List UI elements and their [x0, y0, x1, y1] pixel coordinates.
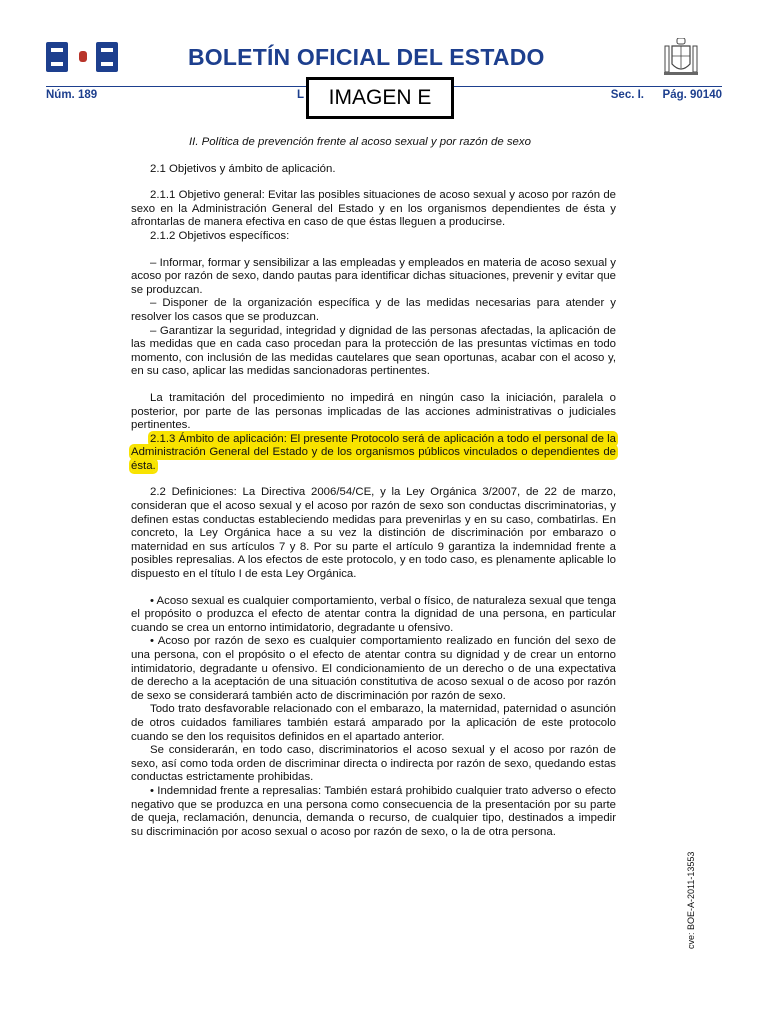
procedure-paragraph: La tramitación del procedimiento no impedirá en ningún caso la iniciación, paralela o posterior, por parte de las personas implicadas de las acciones administrativas o judiciales pertinentes. — [131, 391, 616, 432]
body-paragraph: Todo trato desfavorable relacionado con el embarazo, la maternidad, paternidad o asunción de otros cuidados familiares también estará amparado por la aplicación de este protocolo cuando se den los requisitos definidos en el apartado anterior. — [131, 703, 616, 743]
paragraph-2-1-3-highlighted — [131, 433, 616, 474]
paragraph-2-1-1: 2.1.1 Objetivo general: Evitar las posibles situaciones de acoso sexual y acoso por razón de sexo en la Administración General del Estado y en los organismos dependientes de ésta y afrontarlas de manera efectiva en caso de que éstas lleguen a producirse. — [131, 189, 616, 229]
boe-logo — [46, 42, 120, 72]
document-body — [131, 136, 616, 839]
issue-number: Núm. 189 — [46, 89, 98, 101]
highlight-mark: 2.1.3 Ámbito de aplicación: El presente Protocolo será de aplicación a todo el personal de la Administración General del Estado y de los organismos públicos vinculados o dependientes de ésta. — [131, 432, 616, 472]
objective-item: – Garantizar la seguridad, integridad y dignidad de las personas afectadas, la aplicación de las medidas que en cada caso procedan para la protección de las presuntas víctimas en todo momento, con inclusión de las medidas cautelares que sean oportunas, acabar con el acoso y, en su caso, aplicar las medidas sancionadoras pertinentes. — [131, 324, 616, 378]
image-label-overlay: IMAGEN E — [306, 77, 454, 119]
bulletin-title: BOLETÍN OFICIAL DEL ESTADO — [188, 44, 545, 70]
paragraph-2-1-2: 2.1.2 Objetivos específicos: — [150, 229, 290, 242]
header-date-fragment: L — [297, 89, 305, 101]
objective-item: – Informar, formar y sensibilizar a las empleadas y empleados en materia de acoso sexual y acoso por razón de sexo, dando pautas para identificar dichas situaciones, prevenir y evitar que se produzcan. — [131, 256, 616, 296]
page-number: Pág. 90140 — [662, 89, 722, 101]
subsection-2-1: 2.1 Objetivos y ámbito de aplicación. — [150, 162, 336, 175]
definition-item: • Indemnidad frente a represalias: También estará prohibido cualquier trato adverso o efecto negativo que se produzca en una persona como consecuencia de la presentación por su parte de queja, reclamación, denuncia, demanda o recurso, de cualquier tipo, destinados a impedir su discriminación por acoso sexual o acoso por razón de sexo, o la de otra persona. — [131, 784, 616, 838]
coat-of-arms-icon — [663, 38, 699, 78]
section-heading: II. Política de prevención frente al acoso sexual y por razón de sexo — [189, 136, 531, 148]
objective-item: – Disponer de la organización específica y de las medidas necesarias para atender y resolver los casos que se produzcan. — [131, 297, 616, 323]
definition-item: • Acoso sexual es cualquier comportamiento, verbal o físico, de naturaleza sexual que tenga el propósito o produzca el efecto de atentar contra la dignidad de una persona, en particular cuando se crea un entorno intimidatorio, degradante u ofensivo. — [131, 594, 616, 634]
body-paragraph: Se considerarán, en todo caso, discriminatorios el acoso sexual y el acoso por razón de sexo, así como toda orden de discriminar directa o indirecta por razón de sexo, quedando estas conductas estrictamente prohibidas. — [131, 744, 616, 784]
definition-item: • Acoso por razón de sexo es cualquier comportamiento realizado en función del sexo de una persona, con el propósito o el efecto de atentar contra su dignidad y de crear un entorno intimidatorio, degradante u ofensivo. El condicionamiento de un derecho o de una expectativa de derecho a la aceptación de una situación constitutiva de acoso sexual o de acoso por razón de sexo se considerará también acto de discriminación por razón de sexo. — [131, 635, 616, 702]
paragraph-2-2: 2.2 Definiciones: La Directiva 2006/54/CE, y la Ley Orgánica 3/2007, de 22 de marzo, consideran que el acoso sexual y el acoso por razón de sexo son conductas discriminatorias, y definen estas conductas estableciendo medidas para prevenirlas y en su caso, combatirlas. En concreto, la Ley Orgánica hace a su vez la distinción de discriminación por embarazo o maternidad en sus artículos 7 y 8. Por su parte el artículo 9 garantiza la indemnidad frente a posibles represalias. A los efectos de este protocolo, y en todo caso, es plenamente aplicable lo dispuesto en el título I de esta Ley Orgánica. — [131, 486, 616, 581]
section-label: Sec. I. — [610, 89, 644, 101]
cve-code: cve: BOE-A-2011-13553 — [686, 851, 696, 949]
